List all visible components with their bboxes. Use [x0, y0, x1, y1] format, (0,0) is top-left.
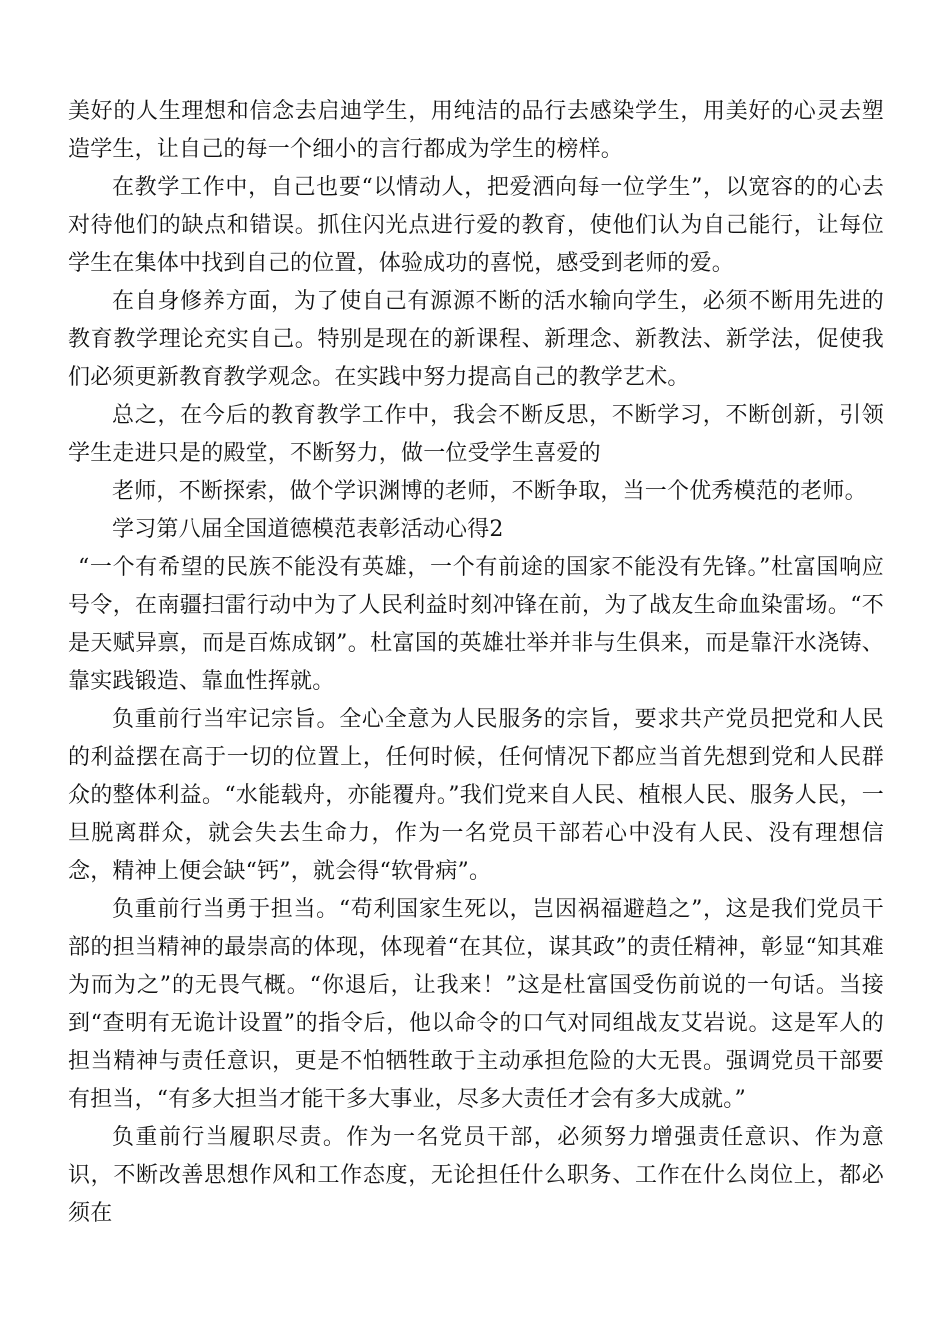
- paragraph: 负重前行当履职尽责。作为一名党员干部，必须努力增强责任意识、作为意识，不断改善思想作风和工作态度，无论担任什么职务、工作在什么岗位上，都必须在: [68, 1125, 884, 1226]
- paragraph: 在自身修养方面，为了使自己有源源不断的活水输向学生，必须不断用先进的教育教学理论充实自己。特别是现在的新课程、新理念、新教法、新学法，促使我们必须更新教育教学观念。在实践中努力提高自己的教学艺术。: [68, 289, 884, 390]
- document-page: [68, 93, 884, 1233]
- paragraph: 老师，不断探索，做个学识渊博的老师，不断争取，当一个优秀模范的老师。: [112, 479, 867, 504]
- paragraph: 负重前行当勇于担当。“苟利国家生死以，岂因祸福避趋之”，这是我们党员干部的担当精神的最崇高的体现，体现着“在其位，谋其政”的责任精神，彰显“知其难为而为之”的无畏气概。“你退后，让我来！”这是杜富国受伤前说的一句话。当接到“查明有无诡计设置”的指令后，他以命令的口气对同组战友艾岩说。这是军人的担当精神与责任意识，更是不怕牺牲敢于主动承担危险的大无畏。强调党员干部要有担当，“有多大担当才能干多大事业，尽多大责任才会有多大成就。”: [68, 897, 884, 1112]
- paragraph: 在教学工作中，自己也要“以情动人，把爱洒向每一位学生”，以宽容的的心去对待他们的缺点和错误。抓住闪光点进行爱的教育，使他们认为自己能行，让每位学生在集体中找到自己的位置，体验成功的喜悦，感受到老师的爱。: [68, 175, 884, 276]
- paragraph: “一个有希望的民族不能没有英雄，一个有前途的国家不能没有先锋。”杜富国响应号令，在南疆扫雷行动中为了人民利益时刻冲锋在前，为了战友生命血染雷场。“不是天赋异禀，而是百炼成钢”。杜富国的英雄壮举并非与生俱来，而是靠汗水浇铸、靠实践锻造、靠血性挥就。: [68, 555, 884, 694]
- paragraph: 美好的人生理想和信念去启迪学生，用纯洁的品行去感染学生，用美好的心灵去塑造学生，让自己的每一个细小的言行都成为学生的榜样。: [68, 99, 884, 162]
- paragraph: 总之，在今后的教育教学工作中，我会不断反思，不断学习，不断创新，引领学生走进只是的殿堂，不断努力，做一位受学生喜爱的: [68, 403, 884, 466]
- paragraph: 负重前行当牢记宗旨。全心全意为人民服务的宗旨，要求共产党员把党和人民的利益摆在高于一切的位置上，任何时候，任何情况下都应当首先想到党和人民群众的整体利益。“水能载舟，亦能覆舟。”我们党来自人民、植根人民、服务人民，一旦脱离群众，就会失去生命力，作为一名党员干部若心中没有人民、没有理想信念，精神上便会缺“钙”，就会得“软骨病”。: [68, 707, 884, 884]
- section-heading: 学习第八届全国道德模范表彰活动心得2: [112, 517, 504, 542]
